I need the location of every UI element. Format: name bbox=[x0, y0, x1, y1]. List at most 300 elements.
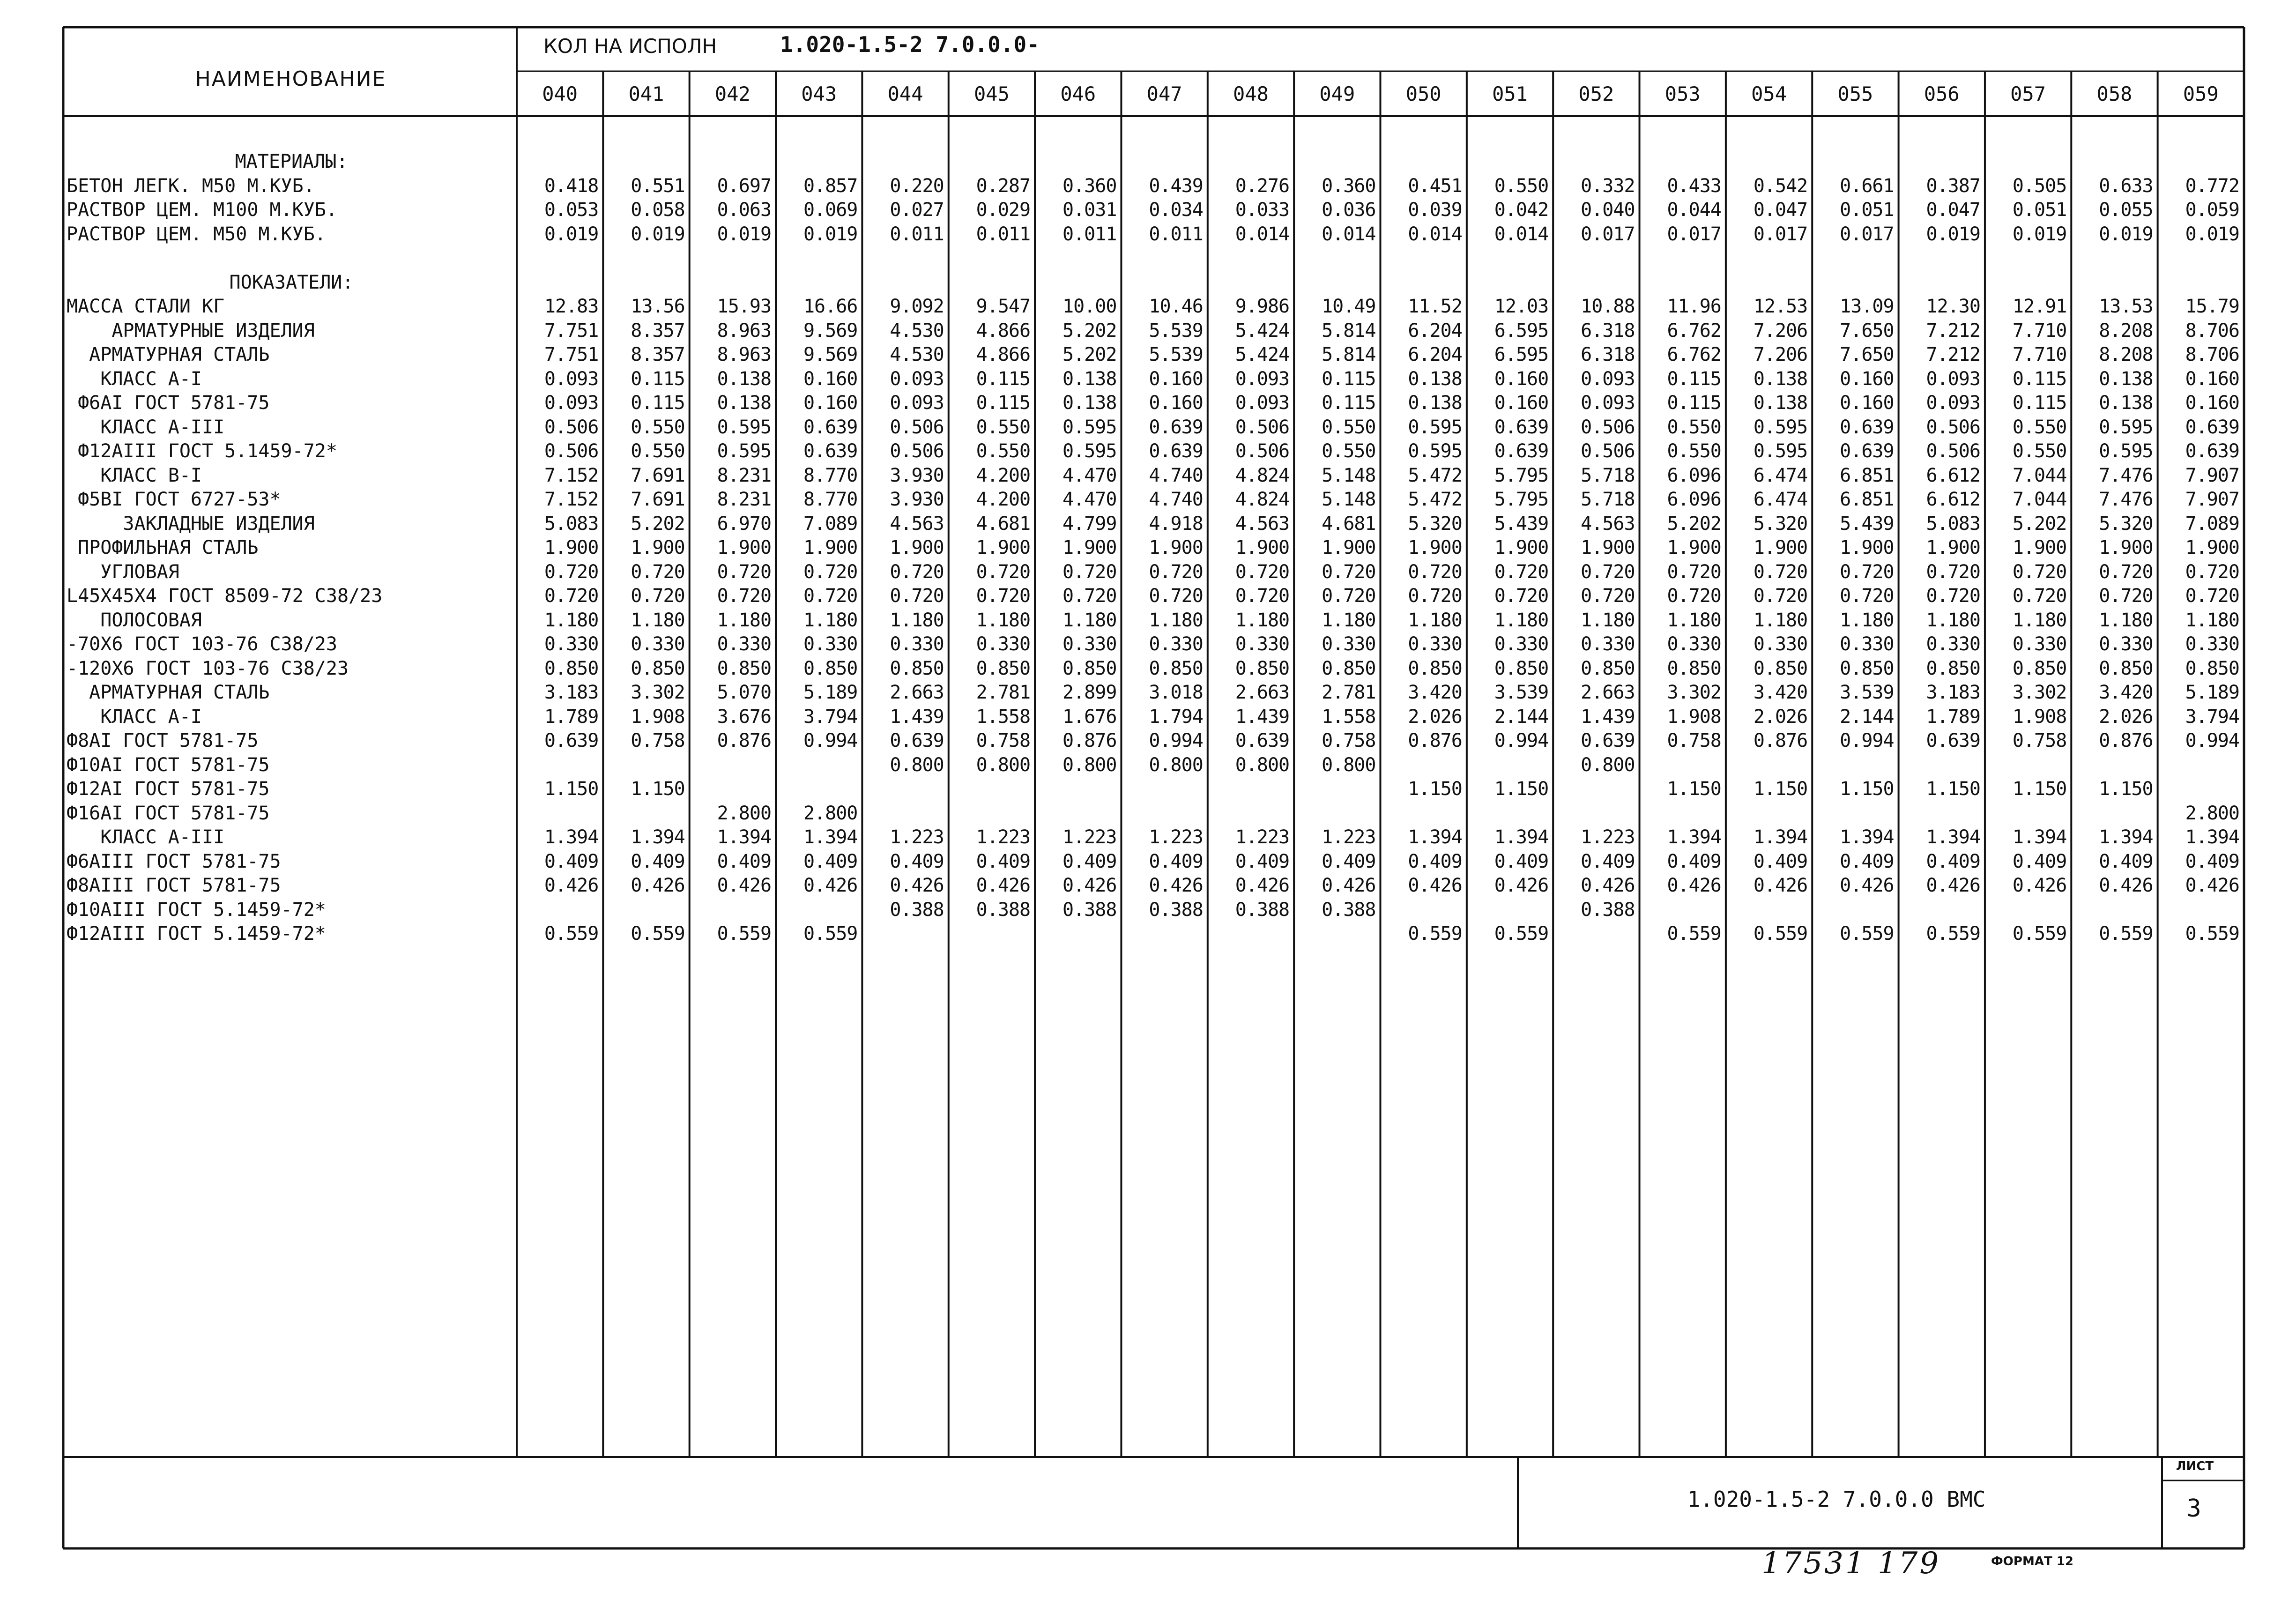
table-cell: 0.559 bbox=[2185, 923, 2239, 945]
table-cell: 9.986 bbox=[1235, 296, 1290, 317]
table-cell: 13.53 bbox=[2099, 296, 2153, 317]
table-cell: 0.720 bbox=[1753, 561, 1808, 583]
table-cell: 0.027 bbox=[890, 199, 944, 221]
table-cell: 0.595 bbox=[717, 440, 772, 462]
table-cell: 0.115 bbox=[2012, 368, 2067, 390]
table-cell: 0.330 bbox=[1149, 633, 1203, 655]
table-cell: 1.900 bbox=[2185, 537, 2239, 558]
table-cell: 0.019 bbox=[2012, 223, 2067, 245]
table-cell: 1.150 bbox=[1926, 778, 1980, 800]
table-cell bbox=[776, 753, 857, 777]
table-cell: 5.148 bbox=[1322, 489, 1376, 510]
table-cell: 9.547 bbox=[976, 296, 1031, 317]
table-cell: 12.91 bbox=[2012, 296, 2067, 317]
table-cell: 4.563 bbox=[1581, 513, 1635, 535]
table-cell: 0.330 bbox=[1235, 633, 1290, 655]
table-cell: 1.908 bbox=[1667, 706, 1721, 728]
table-cell: 0.559 bbox=[1926, 923, 1980, 945]
table-cell: 0.720 bbox=[717, 561, 772, 583]
table-cell: 7.206 bbox=[1753, 320, 1808, 342]
table-cell: 0.409 bbox=[1840, 850, 1894, 872]
table-cell: 0.115 bbox=[976, 392, 1031, 414]
table-cell: 0.426 bbox=[890, 875, 944, 896]
table-cell: 0.720 bbox=[890, 585, 944, 607]
table-cell: 0.093 bbox=[890, 392, 944, 414]
table-cell: 5.320 bbox=[1753, 513, 1808, 535]
table-cell: 3.794 bbox=[803, 706, 858, 728]
table-cell: 3.183 bbox=[544, 682, 599, 703]
table-cell: 3.018 bbox=[1149, 682, 1203, 703]
table-cell: 0.800 bbox=[1322, 754, 1376, 776]
table-cell: 0.850 bbox=[1235, 657, 1290, 679]
table-cell: 0.388 bbox=[1322, 899, 1376, 921]
row-label: КЛАСС А-I bbox=[67, 368, 202, 390]
table-cell: 0.047 bbox=[1926, 199, 1980, 221]
table-cell: 10.46 bbox=[1149, 296, 1203, 317]
table-cell: 0.697 bbox=[717, 175, 772, 197]
table-cell: 0.330 bbox=[976, 633, 1031, 655]
table-cell: 1.394 bbox=[803, 826, 858, 848]
table-cell: 10.49 bbox=[1322, 296, 1376, 317]
table-cell: 0.758 bbox=[976, 730, 1031, 751]
table-cell: 0.720 bbox=[631, 561, 685, 583]
table-cell bbox=[1381, 753, 1462, 777]
table-cell: 0.330 bbox=[1494, 633, 1549, 655]
table-cell: 5.202 bbox=[1063, 344, 1117, 365]
table-cell: 1.223 bbox=[1149, 826, 1203, 848]
table-cell: 0.559 bbox=[1840, 923, 1894, 945]
table-cell: 5.083 bbox=[1926, 513, 1980, 535]
row-label: ПОЛОСОВАЯ bbox=[67, 609, 202, 631]
table-cell bbox=[2071, 802, 2153, 825]
table-cell: 1.676 bbox=[1063, 706, 1117, 728]
table-cell: 4.530 bbox=[890, 344, 944, 365]
row-label: РАСТВОР ЦЕМ. М100 М.КУБ. bbox=[67, 199, 337, 221]
table-cell: 0.550 bbox=[2012, 440, 2067, 462]
row-label bbox=[67, 246, 516, 270]
table-cell: 0.426 bbox=[1753, 875, 1808, 896]
table-cell: 0.160 bbox=[1494, 368, 1549, 390]
table-cell bbox=[603, 802, 684, 825]
table-cell: 0.758 bbox=[1667, 730, 1721, 751]
row-label: КЛАСС А-I bbox=[67, 706, 202, 728]
column-header-043: 043 bbox=[801, 82, 837, 105]
table-cell bbox=[1121, 802, 1203, 825]
table-cell: 0.800 bbox=[1235, 754, 1290, 776]
table-cell: 1.150 bbox=[1408, 778, 1462, 800]
qty-per-variant-label: КОЛ НА ИСПОЛН bbox=[543, 35, 717, 58]
table-cell: 0.720 bbox=[1840, 561, 1894, 583]
table-cell: 0.388 bbox=[1235, 899, 1290, 921]
table-cell: 5.795 bbox=[1494, 464, 1549, 486]
table-cell bbox=[2158, 753, 2239, 777]
table-cell: 1.394 bbox=[1840, 826, 1894, 848]
table-cell bbox=[1208, 802, 1289, 825]
table-cell: 1.394 bbox=[2012, 826, 2067, 848]
table-cell: 0.426 bbox=[544, 875, 599, 896]
table-cell: 4.799 bbox=[1063, 513, 1117, 535]
table-cell: 0.115 bbox=[976, 368, 1031, 390]
column-header-041: 041 bbox=[628, 82, 664, 105]
table-cell: 1.180 bbox=[1753, 609, 1808, 631]
table-cell: 4.824 bbox=[1235, 489, 1290, 510]
column-header-045: 045 bbox=[973, 82, 1010, 105]
table-cell bbox=[1899, 802, 1980, 825]
table-cell: 1.180 bbox=[1235, 609, 1290, 631]
table-cell: 0.720 bbox=[1494, 561, 1549, 583]
table-cell: 0.138 bbox=[1753, 392, 1808, 414]
table-cell: 0.426 bbox=[1667, 875, 1721, 896]
table-cell: 0.160 bbox=[1840, 392, 1894, 414]
table-cell: 0.330 bbox=[1840, 633, 1894, 655]
table-cell: 1.900 bbox=[2012, 537, 2067, 558]
table-cell: 1.900 bbox=[890, 537, 944, 558]
table-cell: 0.639 bbox=[1494, 440, 1549, 462]
table-cell: 1.789 bbox=[1926, 706, 1980, 728]
row-label: Ф12АIII ГОСТ 5.1459-72* bbox=[67, 440, 337, 462]
table-cell: 0.850 bbox=[1753, 657, 1808, 679]
table-cell: 4.681 bbox=[976, 513, 1031, 535]
table-cell: 0.720 bbox=[1408, 585, 1462, 607]
table-cell: 0.160 bbox=[803, 368, 858, 390]
table-cell: 3.420 bbox=[1753, 682, 1808, 703]
table-cell: 2.026 bbox=[1408, 706, 1462, 728]
table-cell: 0.850 bbox=[890, 657, 944, 679]
table-cell: 0.850 bbox=[631, 657, 685, 679]
table-cell: 0.550 bbox=[2012, 416, 2067, 438]
table-cell: 3.302 bbox=[1667, 682, 1721, 703]
row-label: УГЛОВАЯ bbox=[67, 561, 179, 583]
table-cell: 0.595 bbox=[2099, 440, 2153, 462]
table-cell: 0.426 bbox=[976, 875, 1031, 896]
table-cell: 0.639 bbox=[803, 416, 858, 438]
table-cell bbox=[1467, 802, 1548, 825]
table-cell bbox=[690, 753, 771, 777]
table-cell: 0.014 bbox=[1494, 223, 1549, 245]
table-cell: 0.160 bbox=[2185, 392, 2239, 414]
table-cell: 0.720 bbox=[976, 561, 1031, 583]
table-cell: 0.426 bbox=[1322, 875, 1376, 896]
table-cell: 0.011 bbox=[1063, 223, 1117, 245]
table-cell: 3.539 bbox=[1840, 682, 1894, 703]
table-cell: 0.138 bbox=[2099, 392, 2153, 414]
table-cell: 0.330 bbox=[1667, 633, 1721, 655]
table-cell: 3.420 bbox=[2099, 682, 2153, 703]
table-cell: 0.720 bbox=[2012, 561, 2067, 583]
table-cell: 0.720 bbox=[717, 585, 772, 607]
table-cell: 1.180 bbox=[1494, 609, 1549, 631]
table-cell bbox=[1467, 753, 1548, 777]
table-cell: 7.907 bbox=[2185, 489, 2239, 510]
table-cell: 0.550 bbox=[976, 440, 1031, 462]
table-cell: 1.908 bbox=[631, 706, 685, 728]
table-cell: 0.850 bbox=[1926, 657, 1980, 679]
table-cell: 0.506 bbox=[890, 416, 944, 438]
table-cell bbox=[603, 753, 684, 777]
table-cell: 0.409 bbox=[1753, 850, 1808, 872]
table-cell: 0.639 bbox=[2185, 440, 2239, 462]
table-cell: 0.720 bbox=[1494, 585, 1549, 607]
table-cell: 0.720 bbox=[544, 561, 599, 583]
table-cell: 4.530 bbox=[890, 320, 944, 342]
table-cell: 0.426 bbox=[1840, 875, 1894, 896]
table-cell: 0.850 bbox=[2185, 657, 2239, 679]
table-cell: 0.639 bbox=[1149, 416, 1203, 438]
table-cell bbox=[2158, 777, 2239, 801]
column-header-054: 054 bbox=[1751, 82, 1787, 105]
table-cell: 1.900 bbox=[1149, 537, 1203, 558]
table-cell: 0.720 bbox=[1581, 561, 1635, 583]
table-cell: 4.866 bbox=[976, 344, 1031, 365]
column-header-051: 051 bbox=[1492, 82, 1528, 105]
table-cell: 0.388 bbox=[1063, 899, 1117, 921]
table-cell: 12.03 bbox=[1494, 296, 1549, 317]
table-cell: 0.011 bbox=[976, 223, 1031, 245]
table-cell: 4.200 bbox=[976, 464, 1031, 486]
table-cell: 1.150 bbox=[2012, 778, 2067, 800]
table-cell: 5.539 bbox=[1149, 320, 1203, 342]
table-cell: 3.794 bbox=[2185, 706, 2239, 728]
table-cell bbox=[1985, 898, 2066, 922]
table-cell: 1.150 bbox=[631, 778, 685, 800]
table-cell bbox=[1985, 802, 2066, 825]
table-cell: 0.506 bbox=[1235, 416, 1290, 438]
handwritten-inventory-number: 17531 179 bbox=[1761, 1546, 1941, 1581]
table-cell: 8.231 bbox=[717, 464, 772, 486]
table-cell: 0.506 bbox=[544, 440, 599, 462]
table-cell: 0.559 bbox=[2012, 923, 2067, 945]
table-cell: 5.202 bbox=[631, 513, 685, 535]
table-cell: 5.424 bbox=[1235, 320, 1290, 342]
table-cell: 2.026 bbox=[2099, 706, 2153, 728]
table-cell: 0.850 bbox=[1063, 657, 1117, 679]
table-cell: 0.115 bbox=[1322, 392, 1376, 414]
row-label: АРМАТУРНАЯ СТАЛЬ bbox=[67, 344, 270, 365]
table-cell: 7.212 bbox=[1926, 320, 1980, 342]
table-cell: 0.033 bbox=[1235, 199, 1290, 221]
table-cell: 0.850 bbox=[976, 657, 1031, 679]
table-cell: 0.559 bbox=[1753, 923, 1808, 945]
table-cell: 0.019 bbox=[631, 223, 685, 245]
column-header-058: 058 bbox=[2096, 82, 2133, 105]
table-cell: 0.409 bbox=[717, 850, 772, 872]
table-cell: 10.00 bbox=[1063, 296, 1117, 317]
table-cell: 6.474 bbox=[1753, 464, 1808, 486]
table-cell: 0.720 bbox=[1926, 585, 1980, 607]
table-cell: 0.051 bbox=[2012, 199, 2067, 221]
table-cell: 0.047 bbox=[1753, 199, 1808, 221]
table-cell: 0.720 bbox=[1667, 585, 1721, 607]
table-cell: 0.426 bbox=[1926, 875, 1980, 896]
table-cell: 7.212 bbox=[1926, 344, 1980, 365]
table-cell: 0.093 bbox=[1235, 392, 1290, 414]
table-cell: 1.180 bbox=[1581, 609, 1635, 631]
table-cell: 0.426 bbox=[2012, 875, 2067, 896]
table-cell: 1.900 bbox=[1753, 537, 1808, 558]
table-cell: 3.420 bbox=[1408, 682, 1462, 703]
table-cell: 1.394 bbox=[1494, 826, 1549, 848]
table-cell: 6.595 bbox=[1494, 320, 1549, 342]
table-cell: 8.770 bbox=[803, 464, 858, 486]
table-cell: 0.069 bbox=[803, 199, 858, 221]
table-cell: 0.639 bbox=[1494, 416, 1549, 438]
row-label: L45X45X4 ГОСТ 8509-72 С38/23 bbox=[67, 585, 383, 607]
table-cell: 0.426 bbox=[1149, 875, 1203, 896]
table-cell: 0.439 bbox=[1149, 175, 1203, 197]
table-cell bbox=[1899, 753, 1980, 777]
table-cell: 0.011 bbox=[1149, 223, 1203, 245]
table-cell: 1.439 bbox=[890, 706, 944, 728]
table-cell: 2.663 bbox=[1235, 682, 1290, 703]
table-cell: 0.160 bbox=[803, 392, 858, 414]
table-cell: 0.639 bbox=[803, 440, 858, 462]
table-cell: 0.138 bbox=[717, 368, 772, 390]
table-cell: 1.900 bbox=[1322, 537, 1376, 558]
table-cell: 0.426 bbox=[803, 875, 858, 896]
row-label: АРМАТУРНЫЕ ИЗДЕЛИЯ bbox=[67, 320, 315, 342]
table-cell: 7.751 bbox=[544, 320, 599, 342]
table-cell: 5.439 bbox=[1840, 513, 1894, 535]
table-cell: 0.850 bbox=[717, 657, 772, 679]
table-cell: 11.52 bbox=[1408, 296, 1462, 317]
table-cell: 8.706 bbox=[2185, 344, 2239, 365]
table-cell: 1.900 bbox=[2099, 537, 2153, 558]
table-cell: 0.115 bbox=[631, 368, 685, 390]
table-cell: 16.66 bbox=[803, 296, 858, 317]
table-cell: 1.150 bbox=[1840, 778, 1894, 800]
table-cell: 4.563 bbox=[1235, 513, 1290, 535]
table-cell: 0.093 bbox=[1581, 368, 1635, 390]
table-cell: 1.394 bbox=[717, 826, 772, 848]
table-cell: 0.409 bbox=[803, 850, 858, 872]
table-cell: 0.160 bbox=[1494, 392, 1549, 414]
table-cell: 3.930 bbox=[890, 464, 944, 486]
table-cell: 0.720 bbox=[976, 585, 1031, 607]
table-cell: 0.017 bbox=[1840, 223, 1894, 245]
table-cell: 7.710 bbox=[2012, 320, 2067, 342]
table-cell: 2.026 bbox=[1753, 706, 1808, 728]
table-cell: 1.558 bbox=[1322, 706, 1376, 728]
row-label: -70X6 ГОСТ 103-76 С38/23 bbox=[67, 633, 337, 655]
table-cell: 0.388 bbox=[1581, 899, 1635, 921]
table-cell: 7.710 bbox=[2012, 344, 2067, 365]
table-cell bbox=[1294, 922, 1375, 945]
table-cell: 1.180 bbox=[2012, 609, 2067, 631]
table-cell: 0.506 bbox=[1581, 440, 1635, 462]
table-cell: 1.394 bbox=[2185, 826, 2239, 848]
table-cell: 0.800 bbox=[1581, 754, 1635, 776]
table-cell: 0.115 bbox=[2012, 392, 2067, 414]
column-header-042: 042 bbox=[714, 82, 750, 105]
table-cell: 0.093 bbox=[1926, 392, 1980, 414]
table-cell: 0.330 bbox=[2012, 633, 2067, 655]
table-cell: 1.180 bbox=[1063, 609, 1117, 631]
table-cell: 0.388 bbox=[1149, 899, 1203, 921]
table-cell: 0.093 bbox=[1235, 368, 1290, 390]
table-cell bbox=[1985, 753, 2066, 777]
table-cell: 0.550 bbox=[1667, 416, 1721, 438]
table-cell: 1.900 bbox=[1926, 537, 1980, 558]
table-cell: 0.850 bbox=[2012, 657, 2067, 679]
table-cell: 4.740 bbox=[1149, 464, 1203, 486]
table-cell: 0.720 bbox=[2012, 585, 2067, 607]
table-cell: 1.180 bbox=[976, 609, 1031, 631]
table-cell: 13.09 bbox=[1840, 296, 1894, 317]
table-cell: 3.539 bbox=[1494, 682, 1549, 703]
table-cell: 4.918 bbox=[1149, 513, 1203, 535]
table-cell: 1.900 bbox=[1235, 537, 1290, 558]
row-label: КЛАСС А-III bbox=[67, 826, 225, 848]
table-cell: 0.017 bbox=[1667, 223, 1721, 245]
table-cell: 6.762 bbox=[1667, 320, 1721, 342]
table-cell bbox=[1035, 922, 1116, 945]
table-cell: 0.720 bbox=[1840, 585, 1894, 607]
column-header-050: 050 bbox=[1405, 82, 1442, 105]
table-cell: 0.330 bbox=[1753, 633, 1808, 655]
table-cell: 1.900 bbox=[1581, 537, 1635, 558]
table-cell: 5.539 bbox=[1149, 344, 1203, 365]
table-cell: 0.063 bbox=[717, 199, 772, 221]
table-cell: 1.789 bbox=[544, 706, 599, 728]
table-cell: 0.559 bbox=[1667, 923, 1721, 945]
table-cell: 0.014 bbox=[1408, 223, 1462, 245]
table-cell: 0.800 bbox=[976, 754, 1031, 776]
table-cell: 11.96 bbox=[1667, 296, 1721, 317]
table-cell: 0.138 bbox=[2099, 368, 2153, 390]
row-label: Ф12АI ГОСТ 5781-75 bbox=[67, 778, 270, 800]
table-cell bbox=[1812, 802, 1894, 825]
table-cell bbox=[1812, 753, 1894, 777]
table-cell: 0.595 bbox=[1408, 440, 1462, 462]
table-cell bbox=[1899, 898, 1980, 922]
table-cell: 0.330 bbox=[1322, 633, 1376, 655]
table-cell: 0.093 bbox=[544, 392, 599, 414]
table-cell: 1.180 bbox=[544, 609, 599, 631]
table-cell bbox=[690, 777, 771, 801]
table-cell bbox=[1726, 802, 1807, 825]
table-cell: 0.287 bbox=[976, 175, 1031, 197]
table-cell: 2.663 bbox=[1581, 682, 1635, 703]
table-cell: 2.800 bbox=[2185, 802, 2239, 824]
column-header-046: 046 bbox=[1060, 82, 1096, 105]
table-cell: 0.426 bbox=[1581, 875, 1635, 896]
table-cell: 0.800 bbox=[890, 754, 944, 776]
table-cell: 9.569 bbox=[803, 344, 858, 365]
table-cell: 0.850 bbox=[2099, 657, 2153, 679]
table-cell: 5.083 bbox=[544, 513, 599, 535]
table-cell: 0.850 bbox=[544, 657, 599, 679]
table-cell: 0.506 bbox=[1235, 440, 1290, 462]
table-cell: 0.330 bbox=[1408, 633, 1462, 655]
table-cell bbox=[949, 802, 1030, 825]
table-cell: 8.231 bbox=[717, 489, 772, 510]
row-label: ПРОФИЛЬНАЯ СТАЛЬ bbox=[67, 537, 259, 558]
table-cell: 0.559 bbox=[717, 923, 772, 945]
table-cell: 0.720 bbox=[2185, 561, 2239, 583]
table-cell: 0.639 bbox=[544, 730, 599, 751]
table-cell: 2.144 bbox=[1494, 706, 1549, 728]
table-cell: 4.563 bbox=[890, 513, 944, 535]
table-cell bbox=[1640, 802, 1721, 825]
table-cell: 5.070 bbox=[717, 682, 772, 703]
table-cell: 1.150 bbox=[1667, 778, 1721, 800]
table-cell: 0.720 bbox=[1235, 561, 1290, 583]
row-label: Ф6АIII ГОСТ 5781-75 bbox=[67, 850, 281, 872]
row-label: МАТЕРИАЛЫ: bbox=[235, 151, 348, 172]
table-cell: 8.963 bbox=[717, 344, 772, 365]
table-cell: 0.332 bbox=[1581, 175, 1635, 197]
table-cell: 1.394 bbox=[2099, 826, 2153, 848]
